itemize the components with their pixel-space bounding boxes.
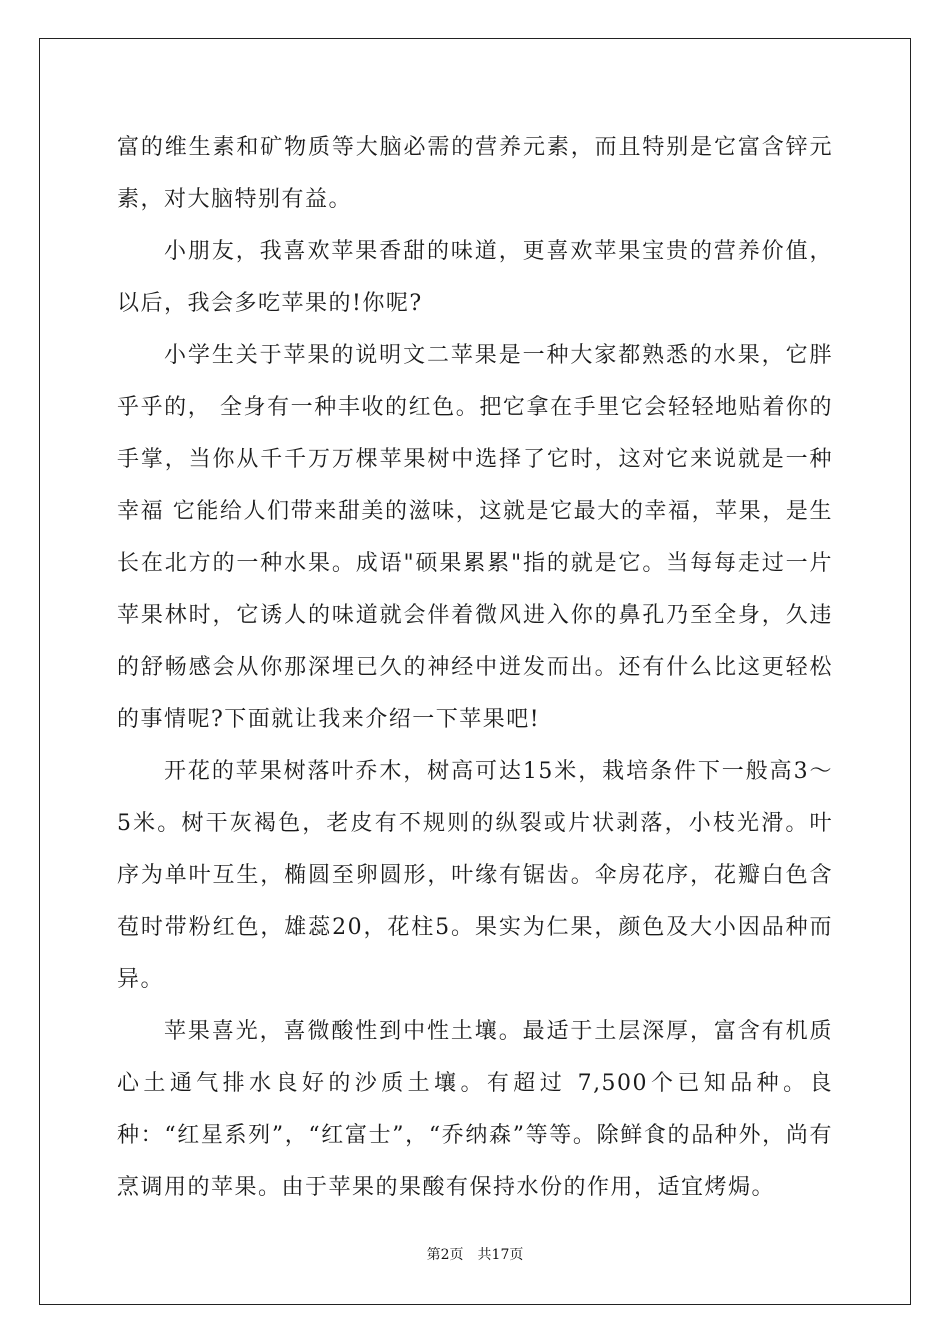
paragraph-1: 富的维生素和矿物质等大脑必需的营养元素，而且特别是它富含锌元素，对大脑特别有益。 [117,135,833,212]
paragraph-2: 小朋友，我喜欢苹果香甜的味道，更喜欢苹果宝贵的营养价值，以后，我会多吃苹果的!你呢? [117,239,833,316]
paragraph-3: 小学生关于苹果的说明文二苹果是一种大家都熟悉的水果，它胖乎乎的， 全身有一种丰收的红色。把它拿在手里它会轻轻地贴着你的手掌，当你从千千万万棵苹果树中选择了它时，这对它来说就是一种幸福 它能给人们带来甜美的滋味，这就是它最大的幸福，苹果，是生长在北方的一种水果。成语"硕果累累"指的就是它。当每每走过一片苹果林时，它诱人的味道就会伴着微风进入你的鼻孔乃至全身，久违的舒畅感会从你那深埋已久的神经中迸发而出。还有什么比这更轻松的事情呢?下面就让我来介绍一下苹果吧! [117,343,833,732]
page-total: 共17页 [477,1247,524,1263]
paragraph-4: 开花的苹果树落叶乔木，树高可达15米，栽培条件下一般高3～5米。树干灰褐色，老皮有不规则的纵裂或片状剥落，小枝光滑。叶序为单叶互生，椭圆至卵圆形，叶缘有锯齿。伞房花序，花瓣白色含苞时带粉红色，雄蕊20，花柱5。果实为仁果，颜色及大小因品种而异。 [117,759,833,992]
page-footer [0,1244,950,1264]
page-number: 第2页 [426,1247,464,1263]
paragraph-5: 苹果喜光，喜微酸性到中性土壤。最适于土层深厚，富含有机质心土通气排水良好的沙质土壤。有超过 7,500个已知品种。良种：“红星系列”，“红富士”，“乔纳森”等等。除鲜食的品种外，尚有烹调用的苹果。由于苹果的果酸有保持水份的作用，适宜烤焗。 [117,1019,833,1200]
document-body [117,122,833,1214]
